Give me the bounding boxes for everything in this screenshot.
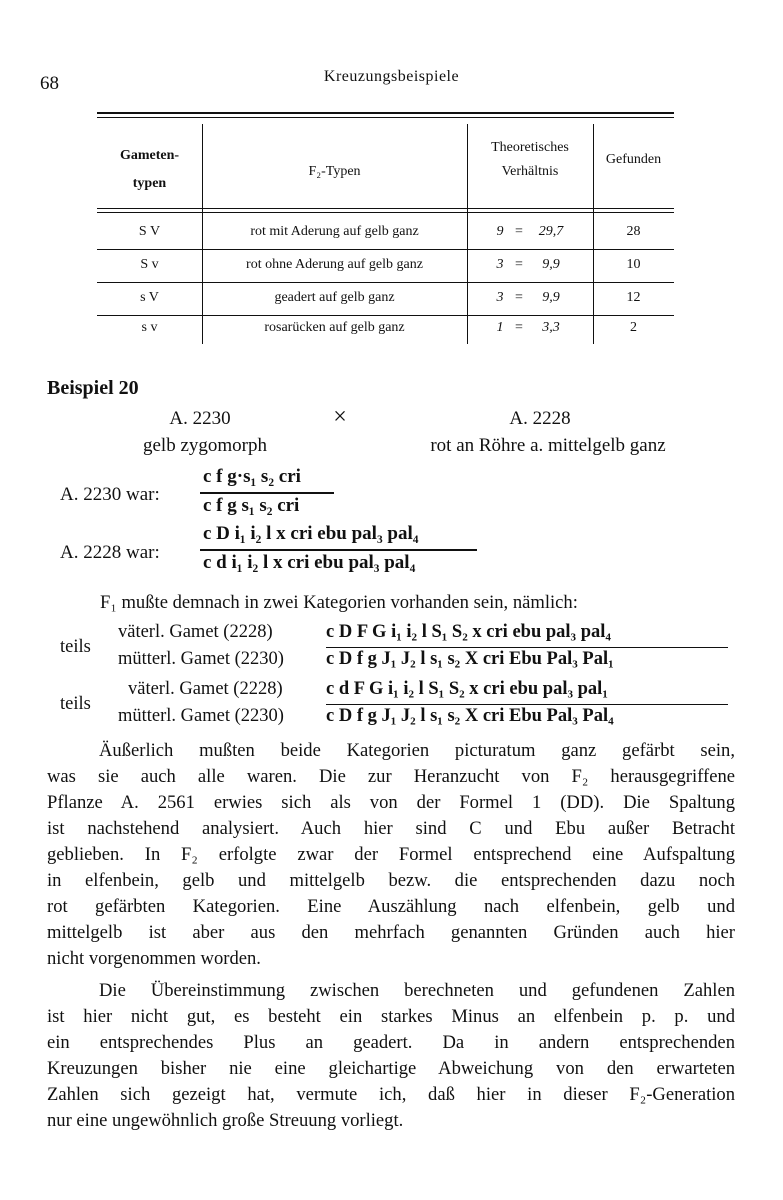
- header-gefunden: Gefunden: [605, 152, 662, 167]
- group1-underline: [326, 647, 728, 648]
- header-gameten-line2: typen: [132, 176, 167, 191]
- table-row-3-type: geadert auf gelb ganz: [274, 290, 395, 305]
- running-head: Kreuzungsbeispiele: [323, 68, 460, 85]
- table-row-4-eq: =: [515, 320, 523, 335]
- table-row-1-type: rot mit Aderung auf gelb ganz: [250, 224, 419, 239]
- paragraph-1-line-3: Pflanze A. 2561 erwies sich als von der Formel 1 (DD). Die Spaltung: [47, 792, 735, 813]
- f1-sentence: F₁ mußte demnach in zwei Kategorien vorhanden sein, nämlich:: [100, 592, 578, 613]
- paragraph-2-line-6: nur eine ungewöhnlich große Streuung vorliegt.: [47, 1110, 404, 1131]
- table-row-3-gamete: s V: [140, 290, 159, 305]
- paragraph-1: [47, 738, 735, 972]
- page-number: 68: [40, 73, 59, 94]
- table-row-2-ratio-right: 9,9: [542, 257, 560, 272]
- row-rule-3: [97, 315, 674, 316]
- table-row-1-found: 28: [626, 224, 641, 239]
- group2-mutterl-label: mütterl. Gamet (2230): [118, 706, 284, 726]
- header-rule-2: [97, 212, 674, 213]
- table-row-4-gamete: s v: [141, 320, 158, 335]
- group2-vaterl-label: väterl. Gamet (2228): [128, 679, 283, 699]
- right-plant-id: A. 2228: [509, 408, 571, 429]
- table-row-3-eq: =: [515, 290, 523, 305]
- table-top-rule: [97, 112, 674, 114]
- table-row-2-eq: =: [515, 257, 523, 272]
- a2230-formula-top: c f g·s₁ s₂ cri: [203, 466, 301, 487]
- teils-label-1: teils: [60, 637, 91, 657]
- paragraph-1-line-1: Äußerlich mußten beide Kategorien picturatum ganz gefärbt sein,: [99, 740, 735, 761]
- table-row-4-ratio-left: 1: [496, 320, 504, 335]
- left-plant-desc: gelb zygomorph: [142, 435, 267, 456]
- header-rule: [97, 208, 674, 209]
- group1-vaterl-label: väterl. Gamet (2228): [118, 622, 273, 642]
- group1-vaterl-formula: c D F G i₁ i₂ l S₁ S₂ x cri ebu pal₃ pal₄: [326, 622, 611, 642]
- a2230-label: A. 2230 war:: [60, 484, 160, 505]
- table-row-2-gamete: S v: [140, 257, 159, 272]
- table-row-1-gamete: S V: [138, 224, 161, 239]
- paragraph-1-line-2: was sie auch alle waren. Die zur Heranzucht von F₂ herausgegriffene: [47, 766, 735, 787]
- a2228-label: A. 2228 war:: [60, 542, 160, 563]
- paragraph-1-line-7: rot gefärbten Kategorien. Eine Auszählung nach elfenbein, gelb und: [47, 896, 735, 917]
- paragraph-2-line-3: ein entsprechendes Plus an geadert. Da in andern entsprechenden: [47, 1032, 735, 1053]
- a2228-fraction-line: [200, 549, 477, 551]
- f2-table: [97, 112, 674, 344]
- teils-label-2: teils: [60, 694, 91, 714]
- header-theoretisch: [467, 140, 593, 180]
- a2228-formula-top: c D i₁ i₂ l x cri ebu pal₃ pal₄: [203, 523, 419, 544]
- table-row-1-ratio-left: 9: [496, 224, 504, 239]
- paragraph-2: [47, 978, 735, 1134]
- table-row-2-found: 10: [626, 257, 641, 272]
- paragraph-1-line-6: in elfenbein, gelb und mittelgelb bezw. die entsprechenden dazu noch: [47, 870, 735, 891]
- table-top-rule-2: [97, 117, 674, 118]
- header-theoretisch-line2: Verhältnis: [501, 164, 559, 179]
- example-title: Beispiel 20: [47, 377, 139, 399]
- paragraph-2-line-4: Kreuzungen bisher nie eine gleichartige Abweichung von den erwarteten: [47, 1058, 735, 1079]
- row-rule-2: [97, 282, 674, 283]
- row-rule-1: [97, 249, 674, 250]
- group2-mutterl-formula: c D f g J₁ J₂ l s₁ s₂ X cri Ebu Pal₃ Pal₄: [326, 706, 614, 726]
- table-row-1-eq: =: [515, 224, 523, 239]
- table-row-1-ratio-right: 29,7: [538, 224, 564, 239]
- table-row-3-ratio-right: 9,9: [542, 290, 560, 305]
- table-row-2-ratio-left: 3: [496, 257, 504, 272]
- group2-vaterl-formula: c d F G i₁ i₂ l S₁ S₂ x cri ebu pal₃ pal₁: [326, 679, 608, 699]
- header-f2-types: F₂-Typen: [308, 164, 361, 179]
- cross-symbol: ×: [333, 404, 347, 430]
- table-row-3-found: 12: [626, 290, 641, 305]
- paragraph-2-line-5: Zahlen sich gezeigt hat, vermute ich, daß hier in dieser F₂-Generation: [47, 1084, 735, 1105]
- paragraph-1-line-9: nicht vorgenommen worden.: [47, 948, 261, 969]
- table-row-3-ratio-left: 3: [496, 290, 504, 305]
- table-row-2-type: rot ohne Aderung auf gelb ganz: [246, 257, 423, 272]
- header-theoretisch-line1: Theoretisches: [491, 140, 569, 155]
- a2230-fraction-line: [200, 492, 334, 494]
- table-row-4-type: rosarücken auf gelb ganz: [264, 320, 405, 335]
- paragraph-2-line-2: ist hier nicht gut, es besteht ein starkes Minus an elfenbein p. p. und: [47, 1006, 735, 1027]
- header-gameten: [97, 148, 202, 192]
- paragraph-1-line-5: geblieben. In F₂ erfolgte zwar der Formel entsprechend eine Aufspaltung: [47, 844, 735, 865]
- left-plant-id: A. 2230: [169, 408, 231, 429]
- group1-mutterl-formula: c D f g J₁ J₂ l s₁ s₂ X cri Ebu Pal₃ Pal₁: [326, 649, 614, 669]
- paragraph-1-line-4: ist nachstehend analysiert. Auch hier sind C und Ebu außer Betracht: [47, 818, 735, 839]
- paragraph-1-line-8: mittelgelb ist aber aus den mehrfach genannten Gründen auch hier: [47, 922, 735, 943]
- table-row-4-ratio-right: 3,3: [542, 320, 560, 335]
- a2230-formula-bottom: c f g s₁ s₂ cri: [203, 495, 300, 516]
- a2228-formula-bottom: c d i₁ i₂ l x cri ebu pal₃ pal₄: [203, 552, 416, 573]
- header-gameten-line1: Gameten-: [119, 148, 180, 163]
- group2-underline: [326, 704, 728, 705]
- right-plant-desc: rot an Röhre a. mittelgelb ganz: [430, 435, 666, 456]
- paragraph-2-line-1: Die Übereinstimmung zwischen berechneten und gefundenen Zahlen: [99, 980, 735, 1001]
- group1-mutterl-label: mütterl. Gamet (2230): [118, 649, 284, 669]
- table-row-4-found: 2: [630, 320, 637, 335]
